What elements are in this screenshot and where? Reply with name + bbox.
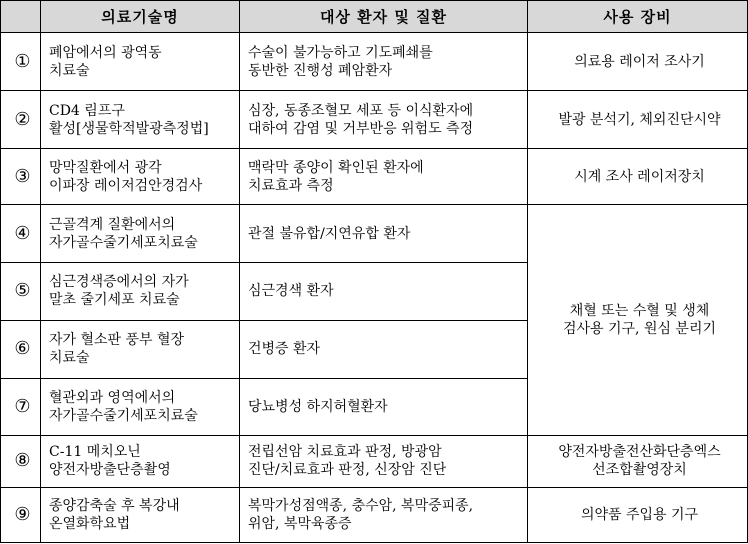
row-number: ⑧ <box>1 435 41 487</box>
technology-name-cell <box>41 91 240 149</box>
technology-name-cell <box>41 205 240 263</box>
header-row <box>1 1 748 33</box>
equipment-text: 양전자방출전산화단층엑스 선조합촬영장치 <box>558 444 721 479</box>
table-row <box>1 149 748 205</box>
target-patient-cell <box>240 205 528 263</box>
technology-name-text: 혈관외과 영역에서의 자가골수줄기세포치료술 <box>49 389 198 424</box>
equipment-cell <box>528 33 748 91</box>
technology-name-cell <box>41 33 240 91</box>
target-patient-text: 맥락막 종양이 확인된 환자에 치료효과 측정 <box>248 159 424 194</box>
technology-name-text: 근골격계 질환에서의 자가골수줄기세포치료술 <box>49 216 198 251</box>
technology-name-cell <box>41 149 240 205</box>
target-patient-text: 수술이 불가능하고 기도폐쇄를 동반한 진행성 폐암환자 <box>248 44 433 79</box>
equipment-cell-merged <box>528 205 748 435</box>
target-patient-text: 심근경색 환자 <box>248 283 334 300</box>
target-patient-cell <box>240 263 528 320</box>
row-number: ⑨ <box>1 487 41 542</box>
target-patient-text: 건병증 환자 <box>248 341 321 358</box>
technology-name-text: CD4 림프구 활성[생물학적발광측정법] <box>49 102 209 137</box>
target-patient-cell <box>240 378 528 435</box>
target-patient-text: 당뇨병성 하지허혈환자 <box>248 398 388 415</box>
target-patient-cell <box>240 320 528 378</box>
table-row <box>1 91 748 149</box>
target-patient-text: 관절 불유합/지연유합 환자 <box>248 225 411 242</box>
technology-name-cell <box>41 263 240 320</box>
technology-name-text: 심근경색증에서의 자가 말초 줄기세포 치료술 <box>49 274 189 309</box>
technology-name-text: 폐암에서의 광역동 치료술 <box>49 44 162 79</box>
equipment-text: 의료용 레이저 조사기 <box>574 53 705 70</box>
header-number <box>1 1 41 33</box>
equipment-cell <box>528 149 748 205</box>
technology-name-cell <box>41 487 240 542</box>
equipment-text: 발광 분석기, 체외진단시약 <box>558 111 721 128</box>
row-number: ④ <box>1 205 41 263</box>
equipment-text: 채혈 또는 수혈 및 생체 검사용 기구, 원심 분리기 <box>562 303 717 338</box>
equipment-cell <box>528 91 748 149</box>
target-patient-cell <box>240 149 528 205</box>
equipment-text: 의약품 주입용 기구 <box>580 506 699 523</box>
header-equipment: 사용 장비 <box>528 1 748 33</box>
row-number: ② <box>1 91 41 149</box>
technology-name-text: C-11 메치오닌 양전자방출단층촬영 <box>49 444 171 479</box>
equipment-cell <box>528 487 748 542</box>
target-patient-text: 복막가성점액종, 충수암, 복막중피종, 위암, 복막육종증 <box>248 497 474 532</box>
row-number: ① <box>1 33 41 91</box>
target-patient-cell <box>240 91 528 149</box>
table-row <box>1 205 748 263</box>
row-number: ⑦ <box>1 378 41 435</box>
row-number: ⑤ <box>1 263 41 320</box>
table-row <box>1 435 748 487</box>
target-patient-cell <box>240 487 528 542</box>
target-patient-text: 심장, 동종조혈모 세포 등 이식환자에 대하여 감염 및 거부반응 위험도 측정 <box>248 102 474 137</box>
technology-name-cell <box>41 378 240 435</box>
table-row <box>1 487 748 542</box>
technology-name-text: 자가 혈소판 풍부 혈장 치료술 <box>49 332 185 367</box>
target-patient-cell <box>240 435 528 487</box>
technology-name-text: 종양감축술 후 복강내 온열화학요법 <box>49 497 180 532</box>
row-number: ③ <box>1 149 41 205</box>
technology-name-text: 망막질환에서 광각 이파장 레이저검안경검사 <box>49 159 203 194</box>
technology-name-cell <box>41 435 240 487</box>
target-patient-text: 전립선암 치료효과 판정, 방광암 진단/치료효과 판정, 신장암 진단 <box>248 444 447 479</box>
header-target-patient: 대상 환자 및 질환 <box>240 1 528 33</box>
equipment-cell <box>528 435 748 487</box>
technology-name-cell <box>41 320 240 378</box>
header-technology-name: 의료기술명 <box>41 1 240 33</box>
table-row <box>1 33 748 91</box>
equipment-text: 시계 조사 레이저장치 <box>574 168 705 185</box>
row-number: ⑥ <box>1 320 41 378</box>
target-patient-cell <box>240 33 528 91</box>
